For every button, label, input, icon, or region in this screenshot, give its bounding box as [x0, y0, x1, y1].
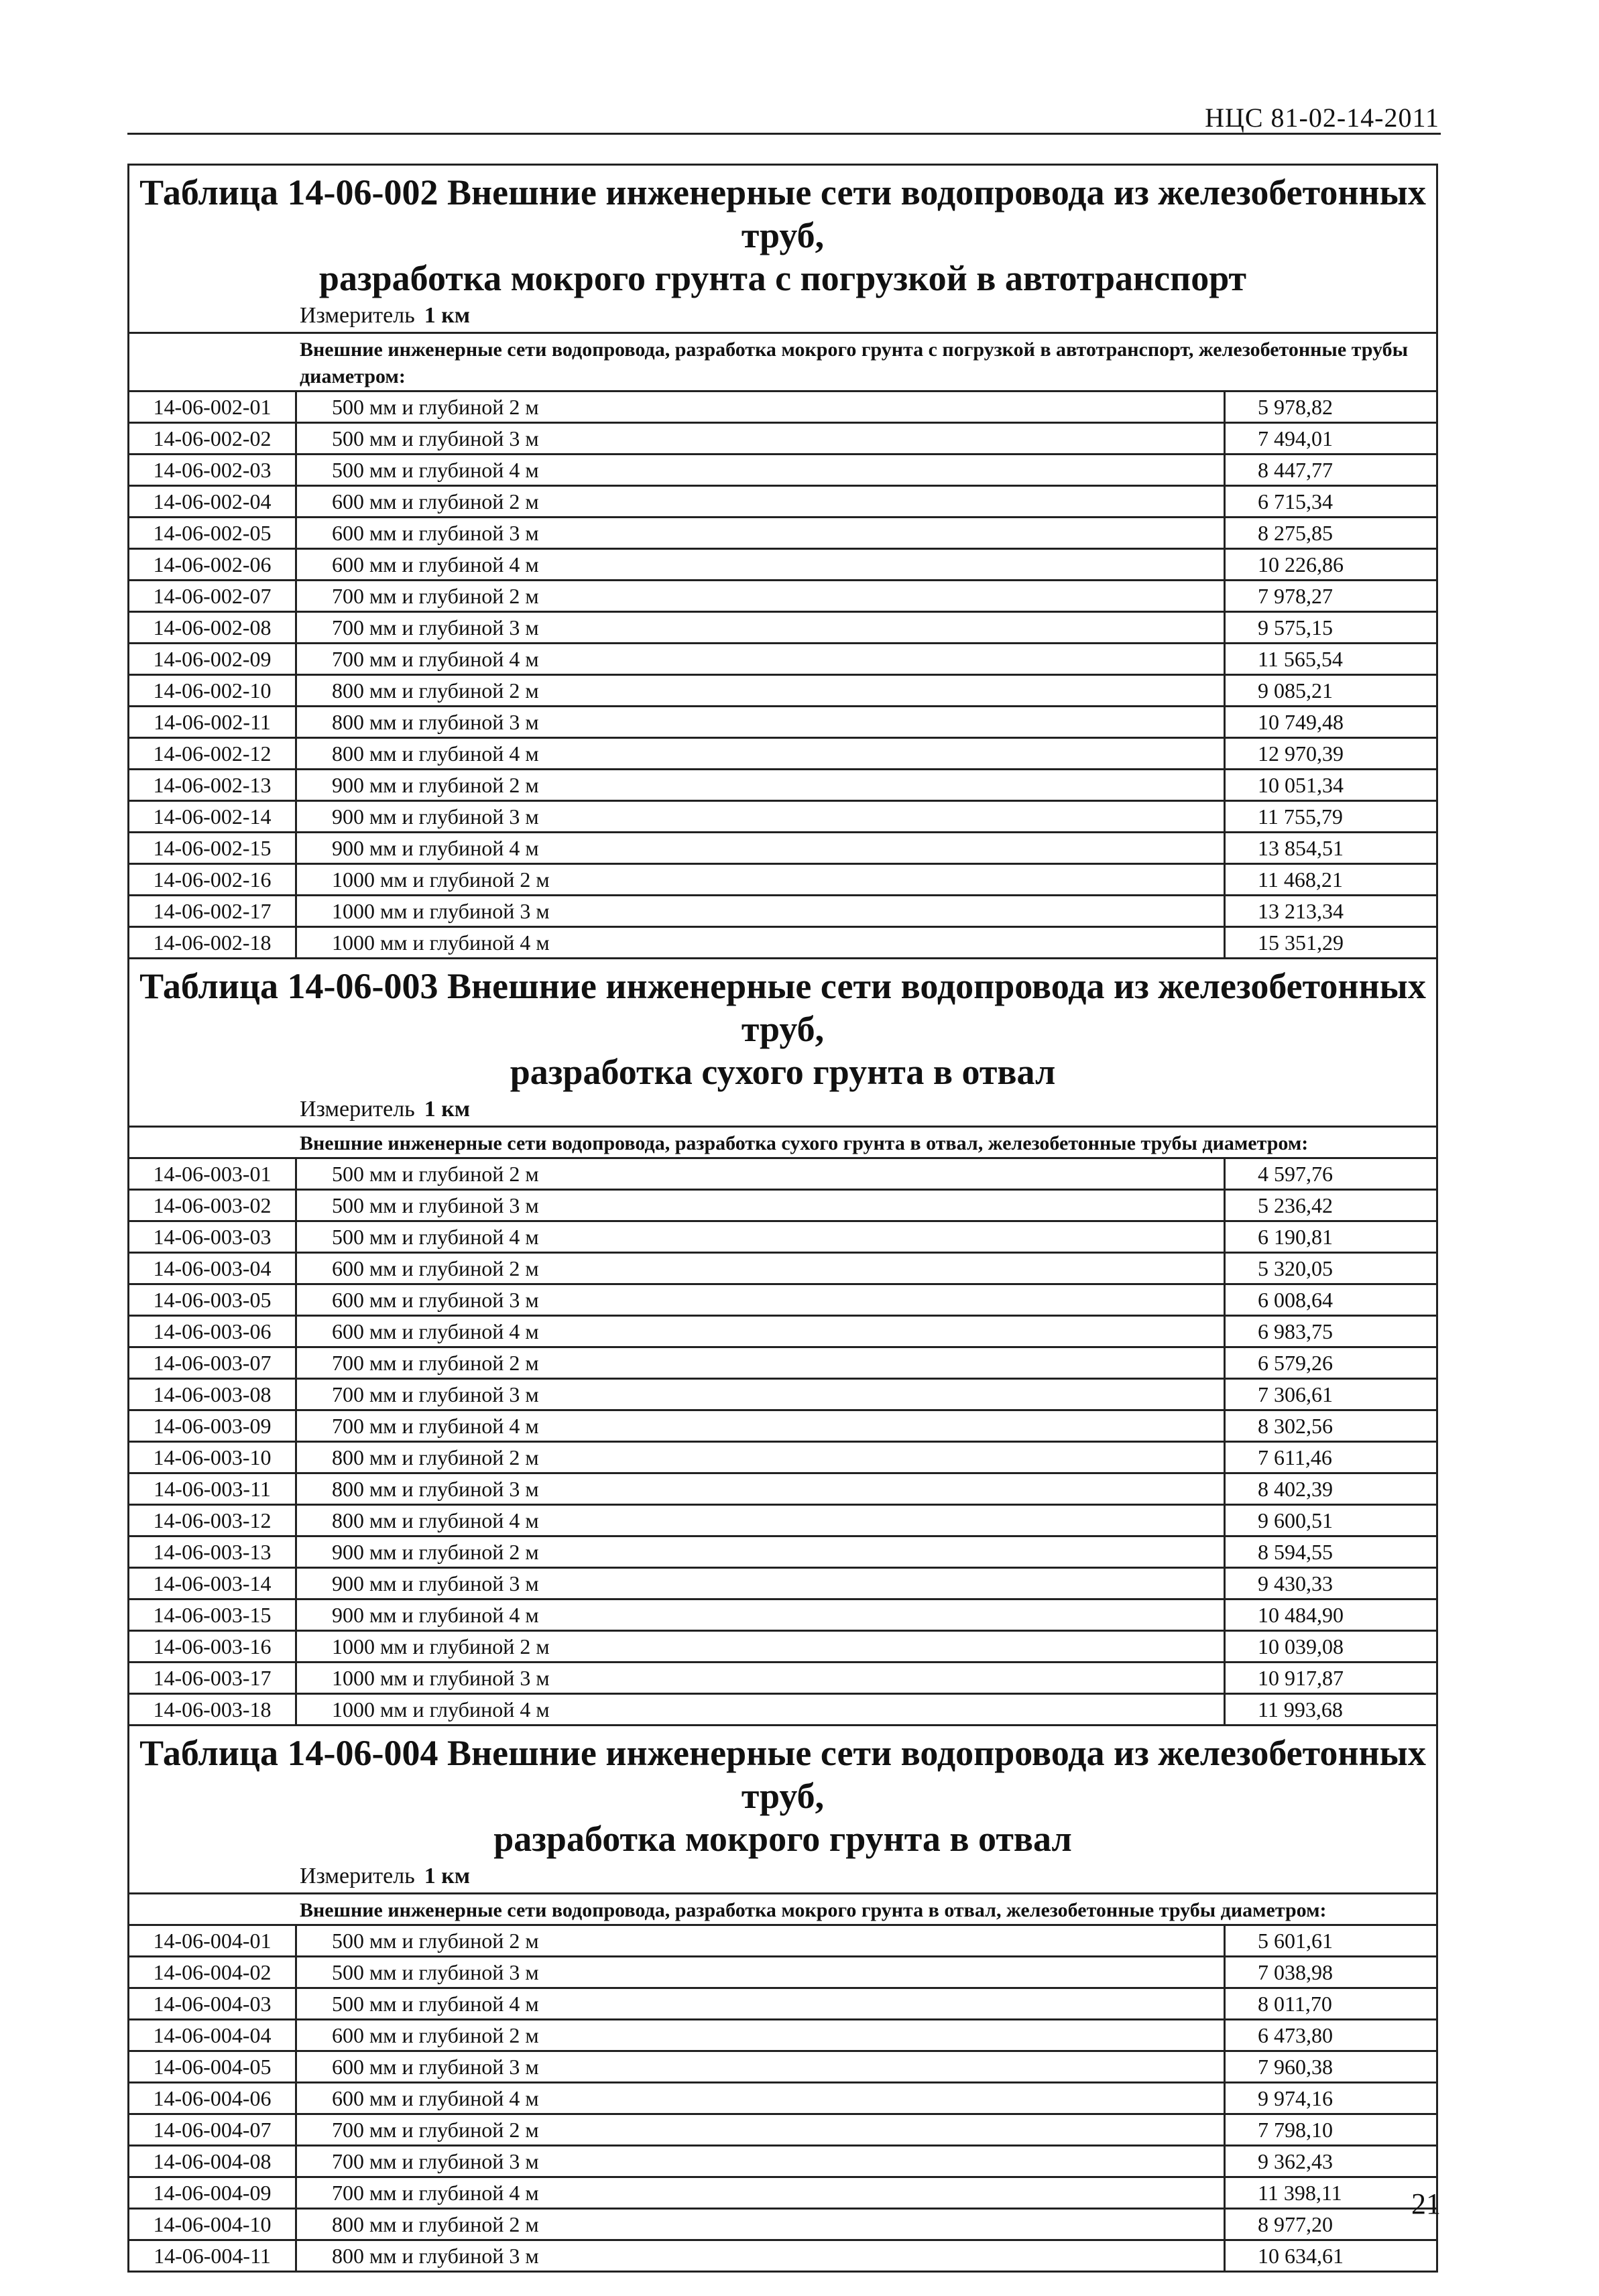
row-value: 5 978,82: [1258, 395, 1333, 419]
group-header-row: [129, 1894, 1436, 1926]
unit-label: Измеритель: [300, 1097, 415, 1122]
table-rows: [129, 392, 1436, 959]
row-code: 14-06-002-06: [129, 550, 297, 579]
row-description: 700 мм и глубиной 3 м: [297, 1380, 1226, 1409]
row-description: 700 мм и глубиной 3 м: [297, 2147, 1226, 2176]
table-title: [129, 1726, 1436, 1860]
table-rows: [129, 1159, 1436, 1726]
row-value: 10 917,87: [1258, 1666, 1344, 1690]
row-value: 5 236,42: [1258, 1193, 1333, 1217]
unit-value: 1 км: [424, 1864, 470, 1888]
group-header-text: Внешние инженерные сети водопровода, разработка сухого грунта в отвал, железобетонные трубы диаметром:: [300, 1132, 1309, 1154]
table-row: [129, 1317, 1436, 1348]
table-row: [129, 1569, 1436, 1600]
table-row: [129, 2147, 1436, 2178]
row-description: 600 мм и глубиной 4 м: [297, 550, 1226, 579]
row-code: 14-06-003-12: [129, 1506, 297, 1535]
row-description: 900 мм и глубиной 2 м: [297, 770, 1226, 800]
row-value: 9 974,16: [1258, 2086, 1333, 2110]
row-description: 800 мм и глубиной 4 м: [297, 739, 1226, 768]
table-row: [129, 487, 1436, 518]
group-header-text: Внешние инженерные сети водопровода, разработка мокрого грунта с погрузкой в автотранспорт, железобетонные трубы диаметром:: [300, 339, 1409, 387]
table-row: [129, 455, 1436, 487]
row-value: 7 611,46: [1258, 1445, 1332, 1469]
table-row: [129, 1926, 1436, 1957]
unit-label: Измеритель: [300, 1864, 415, 1888]
row-value: 8 594,55: [1258, 1540, 1333, 1564]
row-value: 9 362,43: [1258, 2149, 1333, 2173]
row-value: 9 430,33: [1258, 1571, 1333, 1595]
row-description: 500 мм и глубиной 2 м: [297, 392, 1226, 422]
table-row: [129, 802, 1436, 833]
row-code: 14-06-002-09: [129, 644, 297, 674]
row-value: 13 213,34: [1258, 899, 1344, 923]
row-code: 14-06-003-08: [129, 1380, 297, 1409]
row-code: 14-06-003-09: [129, 1411, 297, 1441]
row-code: 14-06-004-07: [129, 2115, 297, 2144]
row-code: 14-06-003-18: [129, 1695, 297, 1724]
row-description: 600 мм и глубиной 3 м: [297, 2052, 1226, 2081]
row-description: 600 мм и глубиной 2 м: [297, 1254, 1226, 1283]
row-code: 14-06-003-03: [129, 1222, 297, 1252]
table-row: [129, 770, 1436, 802]
row-description: 500 мм и глубиной 3 м: [297, 1957, 1226, 1987]
row-description: 500 мм и глубиной 4 м: [297, 1989, 1226, 2018]
row-description: 900 мм и глубиной 4 м: [297, 833, 1226, 863]
row-description: 600 мм и глубиной 3 м: [297, 518, 1226, 548]
table-title: [129, 959, 1436, 1093]
row-description: 1000 мм и глубиной 3 м: [297, 896, 1226, 926]
row-code: 14-06-002-02: [129, 424, 297, 453]
row-description: 900 мм и глубиной 3 м: [297, 1569, 1226, 1598]
row-value: 7 798,10: [1258, 2118, 1333, 2142]
row-code: 14-06-003-02: [129, 1191, 297, 1220]
row-code: 14-06-003-16: [129, 1632, 297, 1661]
row-value: 11 993,68: [1258, 1697, 1343, 1721]
table-row: [129, 644, 1436, 676]
row-value: 6 983,75: [1258, 1319, 1333, 1343]
row-description: 500 мм и глубиной 2 м: [297, 1159, 1226, 1189]
row-code: 14-06-004-09: [129, 2178, 297, 2208]
row-description: 800 мм и глубиной 2 м: [297, 1443, 1226, 1472]
row-description: 700 мм и глубиной 4 м: [297, 2178, 1226, 2208]
row-code: 14-06-004-10: [129, 2210, 297, 2239]
row-value: 8 302,56: [1258, 1414, 1333, 1438]
table-title-line1: Таблица 14-06-002 Внешние инженерные сети водопровода из железобетонных труб,: [139, 172, 1426, 255]
row-code: 14-06-004-03: [129, 1989, 297, 2018]
unit-row: [129, 1860, 1436, 1894]
row-value: 9 085,21: [1258, 678, 1333, 703]
row-value: 13 854,51: [1258, 836, 1344, 860]
table-block: [129, 166, 1436, 959]
row-value: 8 447,77: [1258, 458, 1333, 482]
row-code: 14-06-004-08: [129, 2147, 297, 2176]
table-row: [129, 707, 1436, 739]
row-value: 15 351,29: [1258, 930, 1344, 955]
row-description: 1000 мм и глубиной 3 м: [297, 1663, 1226, 1693]
row-description: 500 мм и глубиной 2 м: [297, 1926, 1226, 1955]
row-value: 5 601,61: [1258, 1929, 1333, 1953]
table-row: [129, 2052, 1436, 2083]
row-value: 9 600,51: [1258, 1508, 1333, 1532]
row-description: 800 мм и глубиной 2 м: [297, 2210, 1226, 2239]
table-row: [129, 2020, 1436, 2052]
row-code: 14-06-002-08: [129, 613, 297, 642]
unit-label: Измеритель: [300, 303, 415, 328]
table-row: [129, 1222, 1436, 1254]
row-value: 6 190,81: [1258, 1225, 1333, 1249]
row-code: 14-06-002-07: [129, 581, 297, 611]
row-description: 900 мм и глубиной 4 м: [297, 1600, 1226, 1630]
group-header-blank-cell: [129, 1894, 297, 1924]
table-title: [129, 166, 1436, 300]
table-row: [129, 2241, 1436, 2271]
row-value: 8 402,39: [1258, 1477, 1333, 1501]
table-row: [129, 1506, 1436, 1537]
row-value: 8 275,85: [1258, 521, 1333, 545]
row-value: 10 226,86: [1258, 552, 1344, 577]
row-code: 14-06-002-18: [129, 928, 297, 957]
row-code: 14-06-004-01: [129, 1926, 297, 1955]
row-value: 11 755,79: [1258, 804, 1343, 829]
table-row: [129, 1380, 1436, 1411]
row-code: 14-06-002-10: [129, 676, 297, 705]
row-description: 800 мм и глубиной 2 м: [297, 676, 1226, 705]
unit-row: [129, 300, 1436, 334]
table-block: [129, 1726, 1436, 2271]
row-code: 14-06-002-13: [129, 770, 297, 800]
row-description: 800 мм и глубиной 3 м: [297, 1474, 1226, 1504]
group-header-row: [129, 1128, 1436, 1159]
row-description: 500 мм и глубиной 3 м: [297, 424, 1226, 453]
table-title-line2: разработка сухого грунта в отвал: [510, 1052, 1056, 1092]
table-row: [129, 1632, 1436, 1663]
row-code: 14-06-002-15: [129, 833, 297, 863]
unit-value: 1 км: [424, 1097, 470, 1122]
row-code: 14-06-003-13: [129, 1537, 297, 1567]
header-rule: [127, 133, 1441, 135]
row-value: 7 038,98: [1258, 1960, 1333, 1984]
row-value: 6 579,26: [1258, 1351, 1333, 1375]
row-value: 4 597,76: [1258, 1162, 1333, 1186]
table-row: [129, 1474, 1436, 1506]
row-code: 14-06-002-03: [129, 455, 297, 485]
table-row: [129, 1600, 1436, 1632]
table-rows: [129, 1926, 1436, 2271]
table-row: [129, 739, 1436, 770]
row-value: 6 473,80: [1258, 2023, 1333, 2047]
row-description: 600 мм и глубиной 2 м: [297, 2020, 1226, 2050]
row-description: 700 мм и глубиной 3 м: [297, 613, 1226, 642]
row-description: 500 мм и глубиной 4 м: [297, 1222, 1226, 1252]
row-value: 7 960,38: [1258, 2055, 1333, 2079]
row-description: 1000 мм и глубиной 2 м: [297, 1632, 1226, 1661]
document-code: НЦС 81-02-14-2011: [1205, 103, 1439, 133]
row-code: 14-06-003-17: [129, 1663, 297, 1693]
row-code: 14-06-002-14: [129, 802, 297, 831]
table-row: [129, 865, 1436, 896]
row-code: 14-06-002-16: [129, 865, 297, 894]
table-title-line2: разработка мокрого грунта с погрузкой в автотранспорт: [318, 258, 1247, 298]
row-code: 14-06-003-06: [129, 1317, 297, 1346]
table-title-line1: Таблица 14-06-003 Внешние инженерные сети водопровода из железобетонных труб,: [139, 966, 1426, 1049]
table-row: [129, 2083, 1436, 2115]
table-row: [129, 2210, 1436, 2241]
page-number: 21: [1411, 2187, 1441, 2220]
row-description: 800 мм и глубиной 3 м: [297, 2241, 1226, 2271]
table-row: [129, 581, 1436, 613]
table-row: [129, 896, 1436, 928]
row-code: 14-06-003-10: [129, 1443, 297, 1472]
table-row: [129, 392, 1436, 424]
table-title-line1: Таблица 14-06-004 Внешние инженерные сети водопровода из железобетонных труб,: [139, 1733, 1426, 1816]
row-code: 14-06-003-15: [129, 1600, 297, 1630]
row-value: 7 306,61: [1258, 1382, 1333, 1406]
row-code: 14-06-004-06: [129, 2083, 297, 2113]
table-row: [129, 833, 1436, 865]
table-row: [129, 1663, 1436, 1695]
row-code: 14-06-003-05: [129, 1285, 297, 1315]
table-title-line2: разработка мокрого грунта в отвал: [493, 1819, 1072, 1859]
table-row: [129, 424, 1436, 455]
row-description: 700 мм и глубиной 2 м: [297, 1348, 1226, 1378]
row-description: 1000 мм и глубиной 4 м: [297, 928, 1226, 957]
row-code: 14-06-004-05: [129, 2052, 297, 2081]
row-code: 14-06-003-07: [129, 1348, 297, 1378]
table-row: [129, 1285, 1436, 1317]
row-value: 10 484,90: [1258, 1603, 1344, 1627]
row-description: 1000 мм и глубиной 4 м: [297, 1695, 1226, 1724]
table-row: [129, 613, 1436, 644]
row-description: 500 мм и глубиной 3 м: [297, 1191, 1226, 1220]
row-value: 6 008,64: [1258, 1288, 1333, 1312]
row-description: 900 мм и глубиной 2 м: [297, 1537, 1226, 1567]
table-row: [129, 2115, 1436, 2147]
row-description: 800 мм и глубиной 3 м: [297, 707, 1226, 737]
table-row: [129, 1348, 1436, 1380]
row-value: 7 494,01: [1258, 426, 1333, 450]
row-description: 900 мм и глубиной 3 м: [297, 802, 1226, 831]
table-row: [129, 1957, 1436, 1989]
row-value: 10 051,34: [1258, 773, 1344, 797]
row-value: 6 715,34: [1258, 489, 1333, 513]
group-header-row: [129, 334, 1436, 392]
row-code: 14-06-004-11: [129, 2241, 297, 2271]
row-description: 600 мм и глубиной 4 м: [297, 1317, 1226, 1346]
row-description: 600 мм и глубиной 3 м: [297, 1285, 1226, 1315]
row-value: 10 749,48: [1258, 710, 1344, 734]
tables-container: [127, 164, 1438, 2273]
table-row: [129, 550, 1436, 581]
row-value: 10 634,61: [1258, 2244, 1344, 2268]
table-row: [129, 1695, 1436, 1724]
row-value: 9 575,15: [1258, 615, 1333, 640]
table-row: [129, 928, 1436, 957]
row-code: 14-06-003-11: [129, 1474, 297, 1504]
row-code: 14-06-002-05: [129, 518, 297, 548]
table-row: [129, 518, 1436, 550]
row-code: 14-06-004-04: [129, 2020, 297, 2050]
table-row: [129, 1443, 1436, 1474]
row-code: 14-06-002-17: [129, 896, 297, 926]
unit-value: 1 км: [424, 303, 470, 328]
unit-row: [129, 1093, 1436, 1128]
row-value: 10 039,08: [1258, 1634, 1344, 1658]
table-row: [129, 1411, 1436, 1443]
row-value: 11 398,11: [1258, 2181, 1342, 2205]
table-row: [129, 1191, 1436, 1222]
row-description: 700 мм и глубиной 2 м: [297, 581, 1226, 611]
row-code: 14-06-004-02: [129, 1957, 297, 1987]
row-code: 14-06-002-01: [129, 392, 297, 422]
row-code: 14-06-003-04: [129, 1254, 297, 1283]
row-value: 12 970,39: [1258, 741, 1344, 766]
row-code: 14-06-003-14: [129, 1569, 297, 1598]
row-value: 11 565,54: [1258, 647, 1343, 671]
row-value: 7 978,27: [1258, 584, 1333, 608]
row-description: 700 мм и глубиной 4 м: [297, 644, 1226, 674]
row-code: 14-06-003-01: [129, 1159, 297, 1189]
group-header-blank-cell: [129, 1128, 297, 1157]
row-value: 8 977,20: [1258, 2212, 1333, 2236]
row-description: 600 мм и глубиной 4 м: [297, 2083, 1226, 2113]
table-row: [129, 1254, 1436, 1285]
row-code: 14-06-002-04: [129, 487, 297, 516]
table-row: [129, 1159, 1436, 1191]
row-description: 700 мм и глубиной 4 м: [297, 1411, 1226, 1441]
group-header-blank-cell: [129, 334, 297, 390]
table-row: [129, 2178, 1436, 2210]
table-row: [129, 1537, 1436, 1569]
row-description: 800 мм и глубиной 4 м: [297, 1506, 1226, 1535]
row-description: 500 мм и глубиной 4 м: [297, 455, 1226, 485]
row-description: 600 мм и глубиной 2 м: [297, 487, 1226, 516]
row-description: 1000 мм и глубиной 2 м: [297, 865, 1226, 894]
row-value: 5 320,05: [1258, 1256, 1333, 1280]
group-header-text: Внешние инженерные сети водопровода, разработка мокрого грунта в отвал, железобетонные трубы диаметром:: [300, 1899, 1327, 1921]
row-value: 11 468,21: [1258, 867, 1343, 892]
table-block: [129, 959, 1436, 1726]
row-code: 14-06-002-12: [129, 739, 297, 768]
table-row: [129, 676, 1436, 707]
row-description: 700 мм и глубиной 2 м: [297, 2115, 1226, 2144]
row-code: 14-06-002-11: [129, 707, 297, 737]
table-row: [129, 1989, 1436, 2020]
row-value: 8 011,70: [1258, 1992, 1332, 2016]
